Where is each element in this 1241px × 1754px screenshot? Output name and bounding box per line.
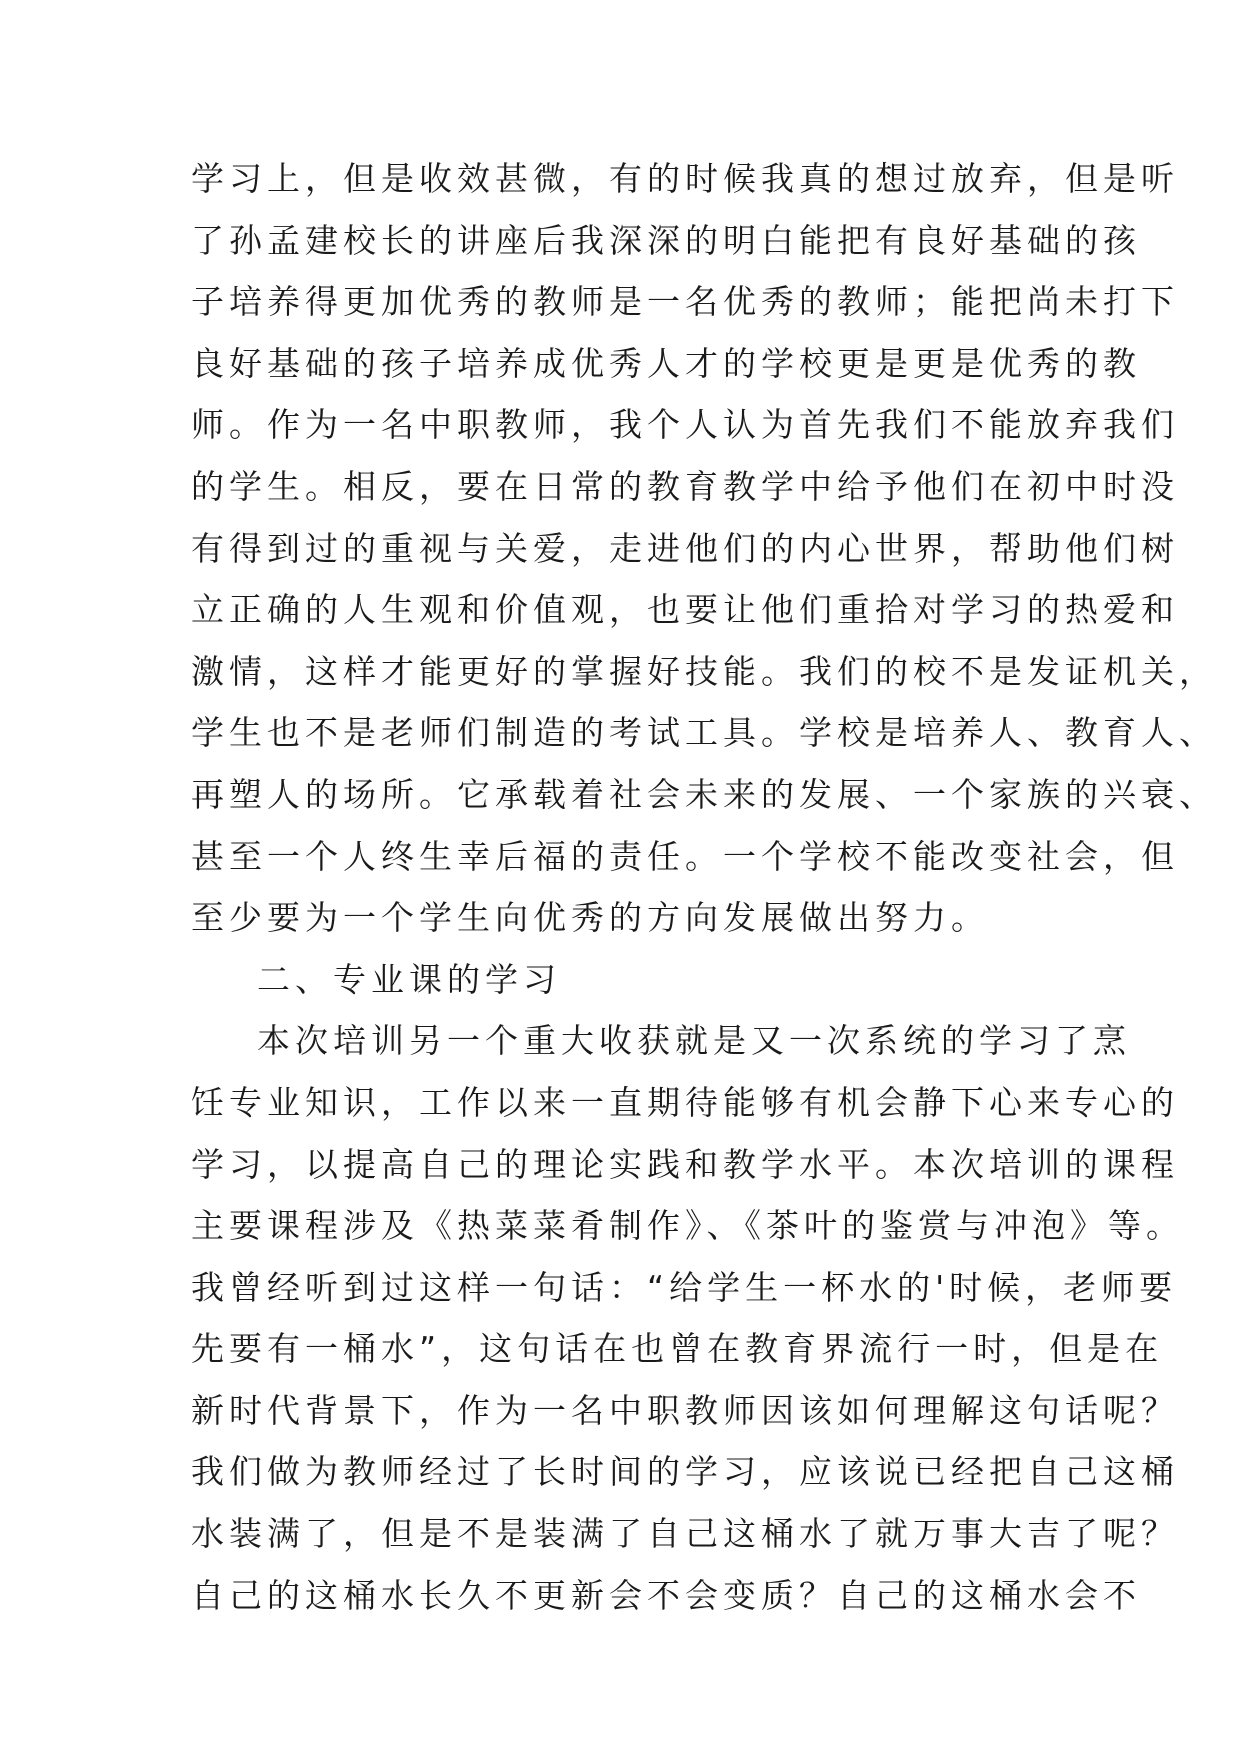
text-line: 学生也不是老师们制造的考试工具。学校是培养人、教育人、 [191, 713, 1217, 753]
document-body [191, 148, 1217, 1626]
text-line: 本次培训另一个重大收获就是又一次系统的学习了烹 [257, 1021, 1131, 1061]
paragraph-2 [191, 1010, 1184, 1626]
text-line: 再塑人的场所。它承载着社会未来的发展、一个家族的兴衰、 [191, 774, 1217, 814]
text-line: 子培养得更加优秀的教师是一名优秀的教师；能把尚未打下 [191, 282, 1179, 322]
text-line: 主要课程涉及《热菜菜肴制作》、《茶叶的鉴赏与冲泡》等。 [191, 1206, 1184, 1246]
text-line: 水装满了，但是不是装满了自己这桶水了就万事大吉了呢？ [191, 1514, 1179, 1554]
text-line: 良好基础的孩子培养成优秀人才的学校更是更是优秀的教 [191, 343, 1141, 383]
text-line: 先要有一桶水”，这句话在也曾在教育界流行一时，但是在 [191, 1329, 1164, 1369]
text-line: 至少要为一个学生向优秀的方向发展做出努力。 [191, 898, 989, 938]
text-line: 饪专业知识，工作以来一直期待能够有机会静下心来专心的 [191, 1082, 1179, 1122]
text-line: 有得到过的重视与关爱，走进他们的内心世界，帮助他们树 [191, 528, 1179, 568]
text-line: 学习上，但是收效甚微，有的时候我真的想过放弃，但是听 [191, 159, 1179, 198]
text-line: 自己的这桶水长久不更新会不会变质？自己的这桶水会不 [191, 1575, 1141, 1615]
text-line: 立正确的人生观和价值观，也要让他们重拾对学习的热爱和 [191, 590, 1179, 630]
text-line: 的学生。相反，要在日常的教育教学中给予他们在初中时没 [191, 466, 1179, 506]
text-line: 新时代背景下，作为一名中职教师因该如何理解这句话呢？ [191, 1390, 1179, 1430]
text-line: 我曾经听到过这样一句话：“给学生一杯水的'时候，老师要 [191, 1267, 1178, 1307]
text-line: 师。作为一名中职教师，我个人认为首先我们不能放弃我们 [191, 405, 1179, 445]
section-heading: 二、专业课的学习 [257, 959, 561, 999]
text-line: 了孙孟建校长的讲座后我深深的明白能把有良好基础的孩 [191, 220, 1141, 260]
text-line: 我们做为教师经过了长时间的学习，应该说已经把自己这桶 [191, 1452, 1179, 1492]
text-line: 学习，以提高自己的理论实践和教学水平。本次培训的课程 [191, 1144, 1179, 1184]
paragraph-1 [191, 148, 1217, 949]
text-line: 甚至一个人终生幸后福的责任。一个学校不能改变社会，但 [191, 836, 1179, 876]
text-line: 激情，这样才能更好的掌握好技能。我们的校不是发证机关， [191, 651, 1217, 691]
